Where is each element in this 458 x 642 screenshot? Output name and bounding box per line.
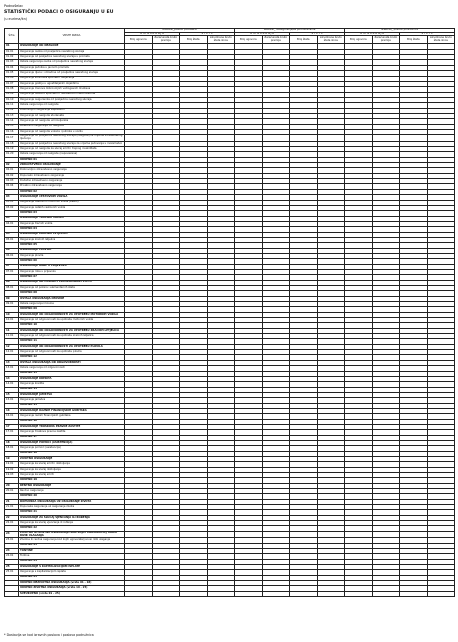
- subcol-header: Broj šteta: [400, 36, 428, 44]
- row-risk-type: Osiguranje od posljedica nesretnog slučaja (nezgode) za vrijeme zdravstvenog liječenja: [19, 135, 125, 141]
- row-risk-type: OSIGURANJE OD ODGOVORNOSTI ZA UPOTREBU PLOVILA: [19, 344, 125, 349]
- row-code: 22: [5, 515, 19, 520]
- subcol-header: Likvidirane bruto šteta iznos: [317, 36, 345, 44]
- row-risk-type: Ostala osiguranja imovine: [19, 302, 125, 307]
- row-risk-type: UKUPNO 18: [19, 451, 125, 456]
- row-code: 01.06: [5, 76, 19, 81]
- row-risk-type: Osiguranje članova dobrovoljnih vatrogasnih društava: [19, 87, 125, 92]
- row-code: 06: [5, 248, 19, 253]
- group-3-insurance: O S I G U R A N J A: [345, 32, 400, 36]
- row-code: 09: [5, 296, 19, 301]
- row-risk-type: Ostala osiguranja osoba od posljedica nesretnog slučaja: [19, 60, 125, 65]
- row-risk-type: Osiguranje osoba od posljedica nesretnog slučaja: [19, 49, 125, 54]
- row-risk-type: ZDRAVSTVENO OSIGURANJE: [19, 163, 125, 168]
- subcol-header: Broj ugovora: [125, 36, 153, 44]
- row-code: 21.01: [5, 505, 19, 510]
- row-code: 07.01: [5, 269, 19, 274]
- row-code: 01.17: [5, 135, 19, 141]
- value-cell[interactable]: [317, 591, 345, 596]
- row-code: 24: [5, 548, 19, 553]
- row-risk-type: Osiguranje za slučaj smrti: [19, 473, 125, 478]
- row-risk-type: Osiguranje od posljedica nesretnog slučaja za vrijeme putovanja u inozemstvo: [19, 141, 125, 146]
- row-risk-type: ŽIVOTNA ILI RENTNA OSIGURANJA KOD KOJIH UGOVARATELJ SNOSI RIZIK ULAGANJA: [19, 531, 125, 537]
- row-code: 04: [5, 216, 19, 221]
- row-risk-type: OSIGURANJE TRAČNIH VOZILA: [19, 216, 125, 221]
- row-risk-type: Ostala osiguranja od nezgode (nepovezana): [19, 152, 125, 157]
- subcol-header: Broj šteta: [180, 36, 208, 44]
- row-code: 01.05: [5, 71, 19, 76]
- row-risk-type: UKUPNO 15: [19, 403, 125, 408]
- row-code: 17: [5, 424, 19, 429]
- row-risk-type: Osiguranje raznih financijskih gubitaka: [19, 414, 125, 419]
- row-risk-type: OSTALA OSIGURANJA OD ODGOVORNOSTI: [19, 360, 125, 365]
- row-risk-type: DOPUNSKA OSIGURANJA UZ OSIGURANJE ŽIVOTA: [19, 499, 125, 504]
- row-risk-type: Osiguranje od odgovornosti za upotrebu zračnih letjelica: [19, 334, 125, 339]
- row-code: 16.01: [5, 414, 19, 419]
- value-cell[interactable]: [235, 591, 263, 596]
- row-risk-type: UKUPNO 23: [19, 543, 125, 548]
- row-code: 08: [5, 280, 19, 285]
- row-risk-type: Dobrovoljno osiguranje zaposlenih: [19, 108, 125, 113]
- row-code: 05.01: [5, 237, 19, 242]
- row-risk-type: Kolektivno osiguranje od nezgode: [19, 124, 125, 129]
- row-code: 20.01: [5, 489, 19, 494]
- row-risk-type: Osiguranje gostiju u ugostiteljskim objektima: [19, 81, 125, 86]
- submitter-label: Podnošelac: [4, 4, 24, 8]
- row-code: 06.01: [5, 253, 19, 258]
- row-code: 02: [5, 163, 19, 168]
- row-code: 04.01: [5, 221, 19, 226]
- row-code: 01.18: [5, 141, 19, 146]
- table-row: [5, 591, 455, 596]
- row-risk-type: UKUPNO 13: [19, 371, 125, 376]
- row-risk-type: UKUPNO 01: [19, 157, 125, 162]
- row-risk-type: UKUPNO 07: [19, 275, 125, 280]
- row-code: 13: [5, 360, 19, 365]
- group-2-damages: Š T E T E: [290, 32, 345, 36]
- row-risk-type: UKUPNO 05: [19, 243, 125, 248]
- row-risk-type: UKUPNO 20: [19, 494, 125, 499]
- row-risk-type: Dobrovoljno zdravstveno osiguranje: [19, 168, 125, 173]
- col-header-risk-type: VRSTE RIZIKA: [19, 29, 125, 44]
- group-2-insurance: O S I G U R A N J A: [235, 32, 290, 36]
- row-code: 21: [5, 499, 19, 504]
- row-risk-type: Osiguranje od odgovornosti za upotrebu motornih vozila: [19, 318, 125, 323]
- row-code: 03.02: [5, 205, 19, 210]
- row-risk-type: OSIGURANJE ZA SLUČAJ VJENČANJA ILI ROĐENJA: [19, 515, 125, 520]
- row-risk-type: UKUPNO 10: [19, 323, 125, 328]
- row-code: 01: [5, 44, 19, 49]
- row-code: 02.03: [5, 179, 19, 184]
- row-risk-type: UKUPNO 02: [19, 189, 125, 194]
- row-risk-type: Životna ili rentna osiguranja kod kojih ugovaratelj snosi rizik ulaganja: [19, 538, 125, 543]
- row-code: 19.03: [5, 473, 19, 478]
- row-risk-type: Privatno zdravstveno osiguranje: [19, 184, 125, 189]
- row-risk-type: Osiguranje plovila: [19, 253, 125, 258]
- value-cell[interactable]: [125, 591, 153, 596]
- group-3-damages: Š T E T E: [400, 32, 455, 36]
- value-cell[interactable]: [207, 591, 235, 596]
- subcol-header: Broj ugovora: [345, 36, 373, 44]
- row-code: 11.01: [5, 334, 19, 339]
- row-risk-type: UKUPNO NEŽIVOTNA OSIGURANJA (vrste 01 - 18): [19, 581, 125, 586]
- row-risk-type: TONTINE: [19, 548, 125, 553]
- row-code: 14.01: [5, 382, 19, 387]
- row-risk-type: Osiguranje osoba u športskim i rekreativnim aktivnostima: [19, 92, 125, 97]
- row-risk-type: Osiguranje ostalih cestovnih vozila: [19, 205, 125, 210]
- row-code: 17.01: [5, 430, 19, 435]
- statistics-table: [4, 28, 455, 597]
- row-risk-type: OSIGURANJE OD ODGOVORNOSTI ZA UPOTREBU MOTORNIH VOZILA: [19, 312, 125, 317]
- row-risk-type: OSIGURANJE S KAPITALIZACIJOM ISPLATE: [19, 564, 125, 569]
- subcol-header: Likvidirane bruto šteta iznos: [207, 36, 235, 44]
- subcol-header: Zaračunata bruto premija: [262, 36, 290, 44]
- row-risk-type: OSIGURANJE KREDITA: [19, 376, 125, 381]
- row-code: 01.15: [5, 124, 19, 129]
- row-code: 19.02: [5, 467, 19, 472]
- subcol-header: Likvidirane bruto šteta iznos: [427, 36, 455, 44]
- row-code: 12.01: [5, 350, 19, 355]
- subcol-header: Zaračunata bruto premija: [152, 36, 180, 44]
- row-risk-type: Osiguranje jamstva: [19, 398, 125, 403]
- row-risk-type: UKUPNO 09: [19, 307, 125, 312]
- row-risk-type: UKUPNO ŽIVOTNA OSIGURANJA (vrste 19 - 25): [19, 586, 125, 591]
- row-code: 01.08: [5, 87, 19, 92]
- row-risk-type: UKUPNO 14: [19, 387, 125, 392]
- row-risk-type: Osiguranje putnika u javnom prometu: [19, 65, 125, 70]
- row-code: 02.01: [5, 168, 19, 173]
- row-risk-type: UKUPNO 19: [19, 478, 125, 483]
- row-risk-type: Osiguranje od nezgode umirovljenika: [19, 119, 125, 124]
- row-risk-type: UKUPNO 04: [19, 227, 125, 232]
- row-code: 07: [5, 264, 19, 269]
- value-cell[interactable]: [427, 591, 455, 596]
- row-code: 02.04: [5, 184, 19, 189]
- row-risk-type: UKUPNO 11: [19, 339, 125, 344]
- row-code: 10.01: [5, 318, 19, 323]
- row-risk-type: Tontine: [19, 554, 125, 559]
- row-risk-type: Osiguranje kredita: [19, 382, 125, 387]
- group-header-1: IZRAVNI_poslovi poduzeća: [125, 29, 235, 33]
- value-cell[interactable]: [372, 591, 400, 596]
- row-risk-type: Osiguranje s kapitalizacijom isplate: [19, 570, 125, 575]
- row-risk-type: OSIGURANJE ZRAČNIH LETJELICA: [19, 232, 125, 237]
- row-code: 01.07: [5, 81, 19, 86]
- row-risk-type: UKUPNO 12: [19, 355, 125, 360]
- page-title: STATISTIČKI PODACI O OSIGURANJU U EU: [4, 10, 114, 15]
- row-code: 14: [5, 376, 19, 381]
- row-code: 12: [5, 344, 19, 349]
- row-risk-type: Rentno osiguranje: [19, 489, 125, 494]
- row-code: 13.01: [5, 366, 19, 371]
- row-code: 23.01: [5, 538, 19, 543]
- row-code: 01.12: [5, 108, 19, 113]
- row-risk-type: Osiguranje robe u prijevozu: [19, 269, 125, 274]
- row-risk-type: UKUPNO 08: [19, 291, 125, 296]
- value-cell[interactable]: [262, 591, 290, 596]
- group-header-2: IZRAVNI_ reosiguranje/sa podružnicama: [235, 29, 345, 33]
- row-risk-type: OSIGURANJE OD NEZGODE: [19, 44, 125, 49]
- row-risk-type: OSIGURANJE OD ODGOVORNOSTI ZA UPOTREBU ZRAČNIH LETJELICA: [19, 328, 125, 333]
- row-code: 01.20: [5, 152, 19, 157]
- value-cell[interactable]: [400, 591, 428, 596]
- row-risk-type: Osiguranje od posljedica nesretnog slučaja u prometu: [19, 55, 125, 60]
- row-risk-type: Osiguranje od nezgode studenata: [19, 113, 125, 118]
- row-risk-type: UKUPNO 25: [19, 575, 125, 580]
- row-code: 18.01: [5, 446, 19, 451]
- row-code: 01.03: [5, 60, 19, 65]
- row-code: 19.01: [5, 462, 19, 467]
- row-risk-type: RENTNO OSIGURANJE: [19, 483, 125, 488]
- row-risk-type: UKUPNO 22: [19, 526, 125, 531]
- row-risk-type: OSTALA OSIGURANJA IMOVINE: [19, 296, 125, 301]
- row-risk-type: Osiguranje tračnih vozila: [19, 221, 125, 226]
- footnote: * Dostavlja se kod izravnih poslova i poslova podružnica: [4, 633, 94, 637]
- subcol-header: Broj šteta: [290, 36, 318, 44]
- row-code: 08.01: [5, 286, 19, 291]
- row-code: [5, 591, 19, 596]
- row-risk-type: Osiguranje za slučaj vjenčanja ili rođenja: [19, 521, 125, 526]
- row-code: 03.01: [5, 200, 19, 205]
- row-code: 15.01: [5, 398, 19, 403]
- row-code: 03: [5, 195, 19, 200]
- row-code: 01.14: [5, 119, 19, 124]
- row-code: 01.19: [5, 147, 19, 152]
- row-risk-type: UKUPNO 24: [19, 559, 125, 564]
- row-code: 16: [5, 408, 19, 413]
- group-1-insurance: O S I G U R A N J A: [125, 32, 180, 36]
- row-risk-type: Osiguranje od nezgode vozača i putnika u vozilu: [19, 129, 125, 134]
- row-code: 24.01: [5, 554, 19, 559]
- row-risk-type: UKUPNO 17: [19, 435, 125, 440]
- value-cell[interactable]: [152, 591, 180, 596]
- row-code: 01.11: [5, 103, 19, 108]
- row-risk-type: Dopunska osiguranja uz osiguranje života: [19, 505, 125, 510]
- row-code: 01.10: [5, 97, 19, 102]
- row-code: 18: [5, 440, 19, 445]
- value-cell[interactable]: [290, 591, 318, 596]
- row-risk-type: UKUPNO 21: [19, 510, 125, 515]
- row-code: 20: [5, 483, 19, 488]
- row-risk-type: OSIGURANJE RAZNIH FINANCIJSKIH GUBITAKA: [19, 408, 125, 413]
- row-risk-type: SVEUKUPNO (vrste 01 - 25): [19, 591, 125, 596]
- row-risk-type: Osiguranje sudionika sportskih natjecanja: [19, 76, 125, 81]
- row-risk-type: Ostala osiguranja od odgovornosti: [19, 366, 125, 371]
- row-risk-type: Osiguranje osiguranika od posljedica nesretnog slučaja: [19, 97, 125, 102]
- row-code: 01.13: [5, 113, 19, 118]
- row-risk-type: UKUPNO 16: [19, 419, 125, 424]
- row-risk-type: UKUPNO 03: [19, 211, 125, 216]
- row-code: 01.16: [5, 129, 19, 134]
- row-code: 15: [5, 392, 19, 397]
- row-risk-type: Osiguranje od požara i elementarnih šteta: [19, 286, 125, 291]
- row-risk-type: Osiguranje djece i omladine od posljedica nesretnog slučaja: [19, 71, 125, 76]
- row-code: 25.01: [5, 570, 19, 575]
- row-code: 01.01: [5, 49, 19, 54]
- row-risk-type: Osiguranje od nezgode za slučaj smrti i trajnog invaliditeta: [19, 147, 125, 152]
- row-risk-type: OSIGURANJE PLOVILA: [19, 248, 125, 253]
- row-risk-type: Dodatno zdravstveno osiguranje: [19, 179, 125, 184]
- row-code: 25: [5, 564, 19, 569]
- row-risk-type: OSIGURANJE OD POŽARA I ELEMENTARNIH ŠTETA: [19, 280, 125, 285]
- value-cell[interactable]: [180, 591, 208, 596]
- subcol-header: Zaračunata bruto premija: [372, 36, 400, 44]
- row-risk-type: OSIGURANJE TROŠKOVA PRAVNE ZAŠTITE: [19, 424, 125, 429]
- row-code: 01.02: [5, 55, 19, 60]
- row-risk-type: Osiguranje pomoći (asistencija): [19, 446, 125, 451]
- row-code: 11: [5, 328, 19, 333]
- row-risk-type: Ostala osiguranja od nezgode: [19, 103, 125, 108]
- row-code: 22.01: [5, 521, 19, 526]
- row-risk-type: Osiguranje troškova pravne zaštite: [19, 430, 125, 435]
- row-risk-type: OSIGURANJE CESTOVNIH VOZILA: [19, 195, 125, 200]
- group-1-damages: Š T E T E: [180, 32, 235, 36]
- row-risk-type: Osiguranje cestovnih motornih vozila (kasko): [19, 200, 125, 205]
- row-risk-type: UKUPNO 06: [19, 259, 125, 264]
- row-code: 19: [5, 457, 19, 462]
- row-code: 02.02: [5, 173, 19, 178]
- row-risk-type: ŽIVOTNO OSIGURANJE: [19, 457, 125, 462]
- row-risk-type: Osiguranje zračnih letjelica: [19, 237, 125, 242]
- row-risk-type: Osiguranje za slučaj smrti i doživljenja: [19, 462, 125, 467]
- group-header-3: IZRAVNI_ poslovi podružnica: [345, 29, 455, 33]
- row-risk-type: Osiguranje za slučaj doživljenja: [19, 467, 125, 472]
- row-code: 23: [5, 531, 19, 537]
- row-code: 05: [5, 232, 19, 237]
- col-header-code: Šifra: [5, 29, 19, 44]
- row-code: 09.01: [5, 302, 19, 307]
- row-risk-type: OSIGURANJE JAMSTVA: [19, 392, 125, 397]
- row-risk-type: OSIGURANJE ROBE U PRIJEVOZU: [19, 264, 125, 269]
- subcol-header: Broj ugovora: [235, 36, 263, 44]
- row-code: 01.04: [5, 65, 19, 70]
- row-risk-type: Osiguranje od odgovornosti za upotrebu plovila: [19, 350, 125, 355]
- unit-note: (u eurima/kn): [4, 17, 28, 21]
- row-code: 10: [5, 312, 19, 317]
- value-cell[interactable]: [345, 591, 373, 596]
- row-code: 01.09: [5, 92, 19, 97]
- row-risk-type: Dopunsko zdravstveno osiguranje: [19, 173, 125, 178]
- row-risk-type: OSIGURANJE POMOĆI (ASISTENCIJA): [19, 440, 125, 445]
